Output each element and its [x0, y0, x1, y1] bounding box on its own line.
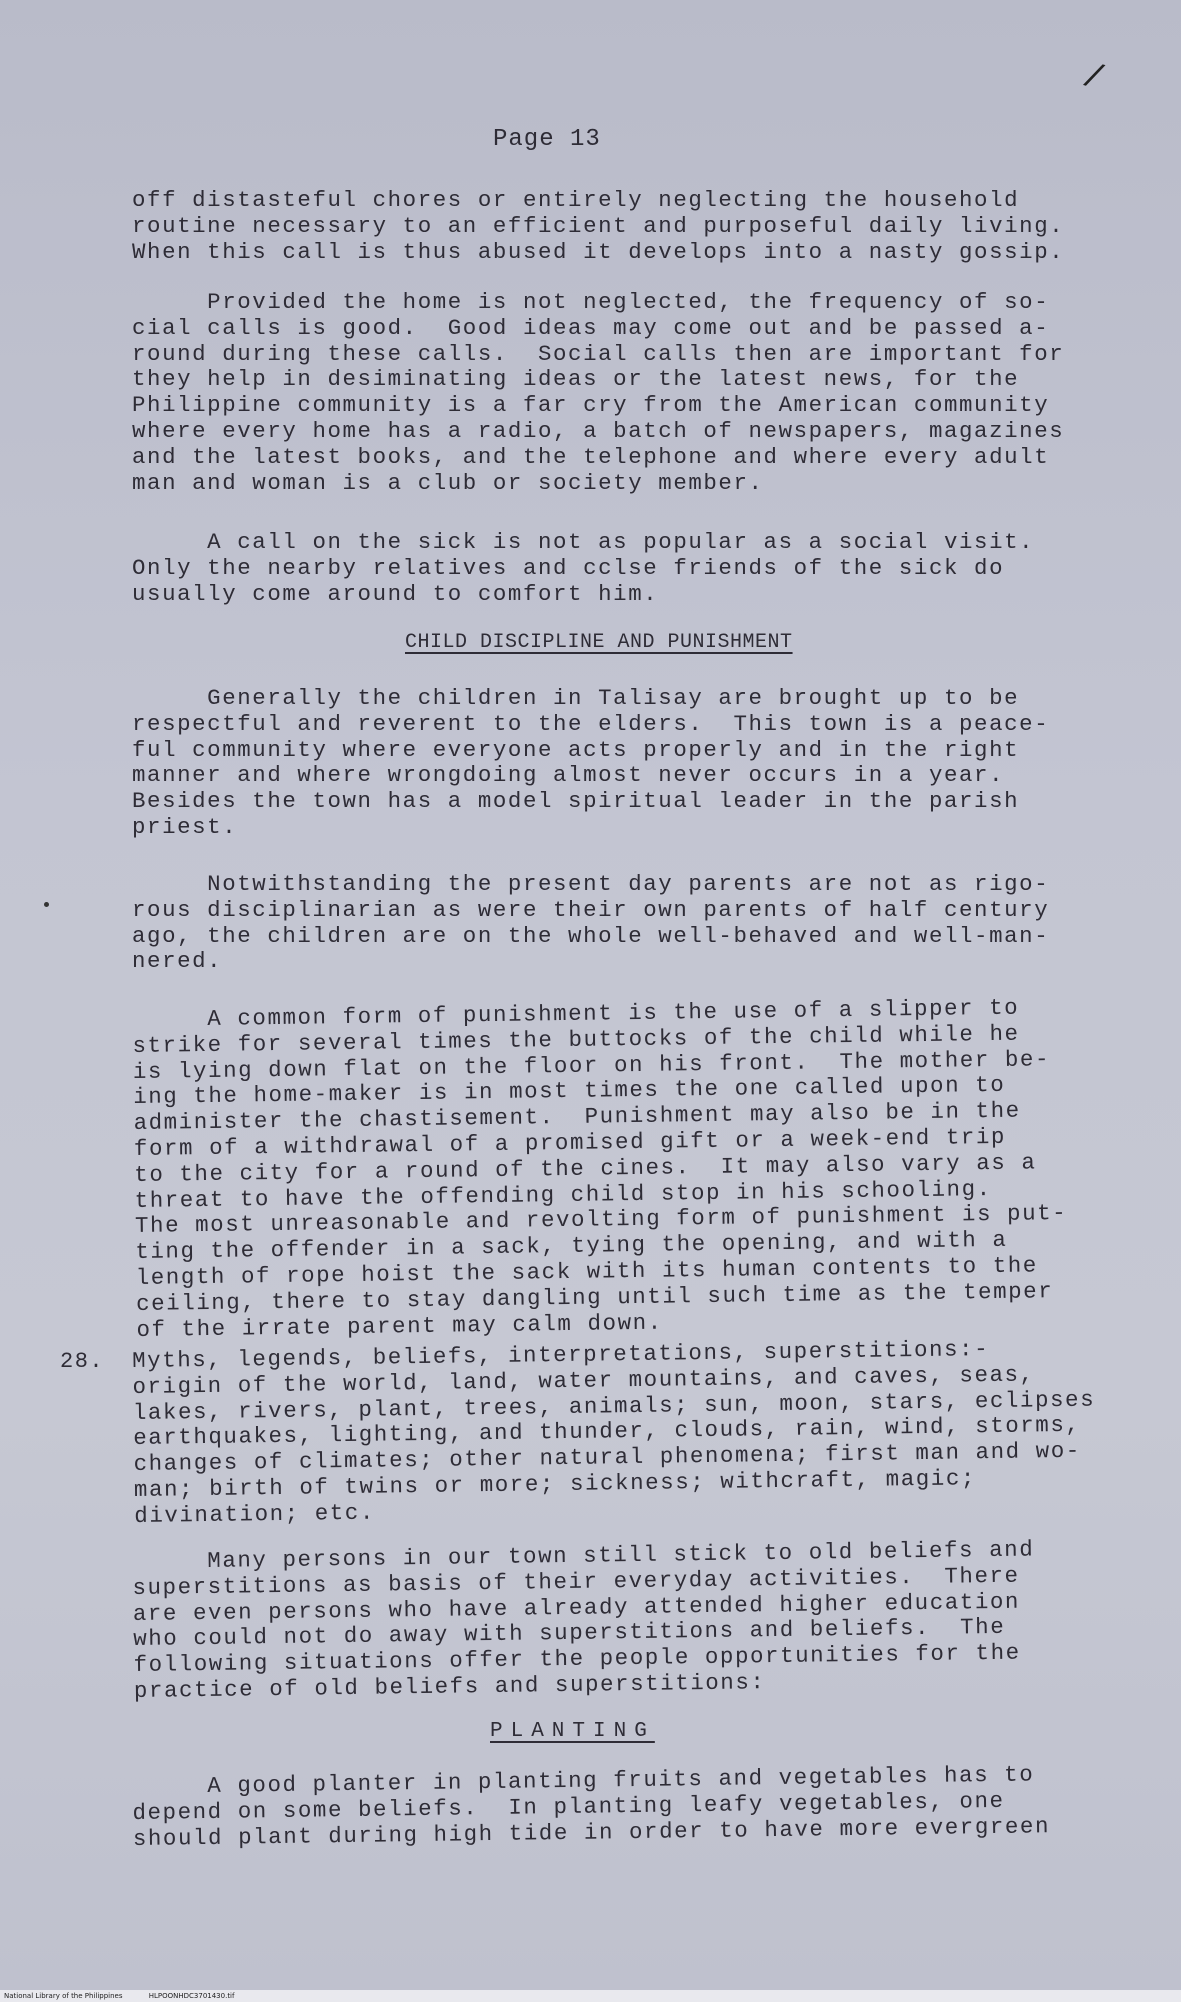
footer-library: National Library of the Philippines: [4, 1992, 123, 2000]
footer-file: HLPOONHDC3701430.tif: [148, 1992, 235, 2000]
paragraph-myths-list: Myths, legends, beliefs, interpretations, superstitions:- origin of the world, land, water mountains, and caves, seas, lakes, rivers, plant, trees, animals; sun, moon, stars, eclipses earthquakes, lighting, and thunder, clouds, rain, wind, storms, changes of climates; other natural phenomena; first man and wo- man; birth of twins or more; sickness; withcraft, magic; divination; etc.: [131, 1336, 1096, 1529]
item-number: 28.: [60, 1349, 105, 1374]
scan-footer: [0, 1990, 1181, 2002]
paragraph-punishment: A common form of punishment is the use of a slipper to strike for several times the buttocks of the child while he is lying down flat on the floor on his front. The mother be- ing the home-maker is in most times the one called upon to administer the chastisement. Punishment may also be in the form of a withdrawal of a promised gift or a week-end trip to the city for a round of the cines. It may also vary as a threat to have the offending child stop in his schooling. The most unreasonable and revolting form of punishment is put- ting the offender in a sack, tying the opening, and with a length of rope hoist the sack with its human contents to the ceiling, there to stay dangling until such time as the temper of the irrate parent may calm down.: [131, 994, 1068, 1343]
paragraph-social-calls: Provided the home is not neglected, the frequency of so- cial calls is good. Good ideas may come out and be passed a- round during these calls. Social calls then are important for they help in desiminating ideas or the latest news, for the Philippine community is a far cry from the American community where every home has a radio, a batch of newspapers, magazines and the latest books, and the telephone and where every adult man and woman is a club or society member.: [132, 289, 1065, 496]
corner-mark: /: [1078, 58, 1108, 100]
paragraph-planting: A good planter in planting fruits and vegetables has to depend on some beliefs. In planting leafy vegetables, one should plant during high tide in order to have more evergreen: [131, 1761, 1051, 1852]
paragraph-sick-call: A call on the sick is not as popular as a social visit. Only the nearby relatives and cclse friends of the sick do usually come around to comfort him.: [132, 529, 1035, 607]
page-number: Page 13: [493, 126, 601, 153]
paragraph-disciplinarian: Notwithstanding the present day parents are not as rigo- rous disciplinarian as were their own parents of half century ago, the children are on the whole well-behaved and well-man- nered.: [132, 871, 1050, 975]
heading-planting: PLANTING: [490, 1720, 655, 1743]
paragraph-superstitions: Many persons in our town still stick to old beliefs and superstitions as basis of their everyday activities. There are even persons who have already attended higher education who could not do away with superstitions and beliefs. The following situations offer the people opportunities for the practice of old beliefs and superstitions:: [131, 1536, 1035, 1704]
stray-dot: [44, 902, 49, 907]
paragraph-gossip: off distasteful chores or entirely neglecting the household routine necessary to an efficient and purposeful daily living. When this call is thus abused it develops into a nasty gossip.: [132, 187, 1065, 265]
heading-child-discipline: CHILD DISCIPLINE AND PUNISHMENT: [405, 631, 793, 654]
paragraph-children-upbringing: Generally the children in Talisay are brought up to be respectful and reverent to the elders. This town is a peace- ful community where everyone acts properly and in the right manner and where wrongdoing almost never occurs in a year. Besides the town has a model spiritual leader in the parish priest.: [132, 685, 1050, 840]
